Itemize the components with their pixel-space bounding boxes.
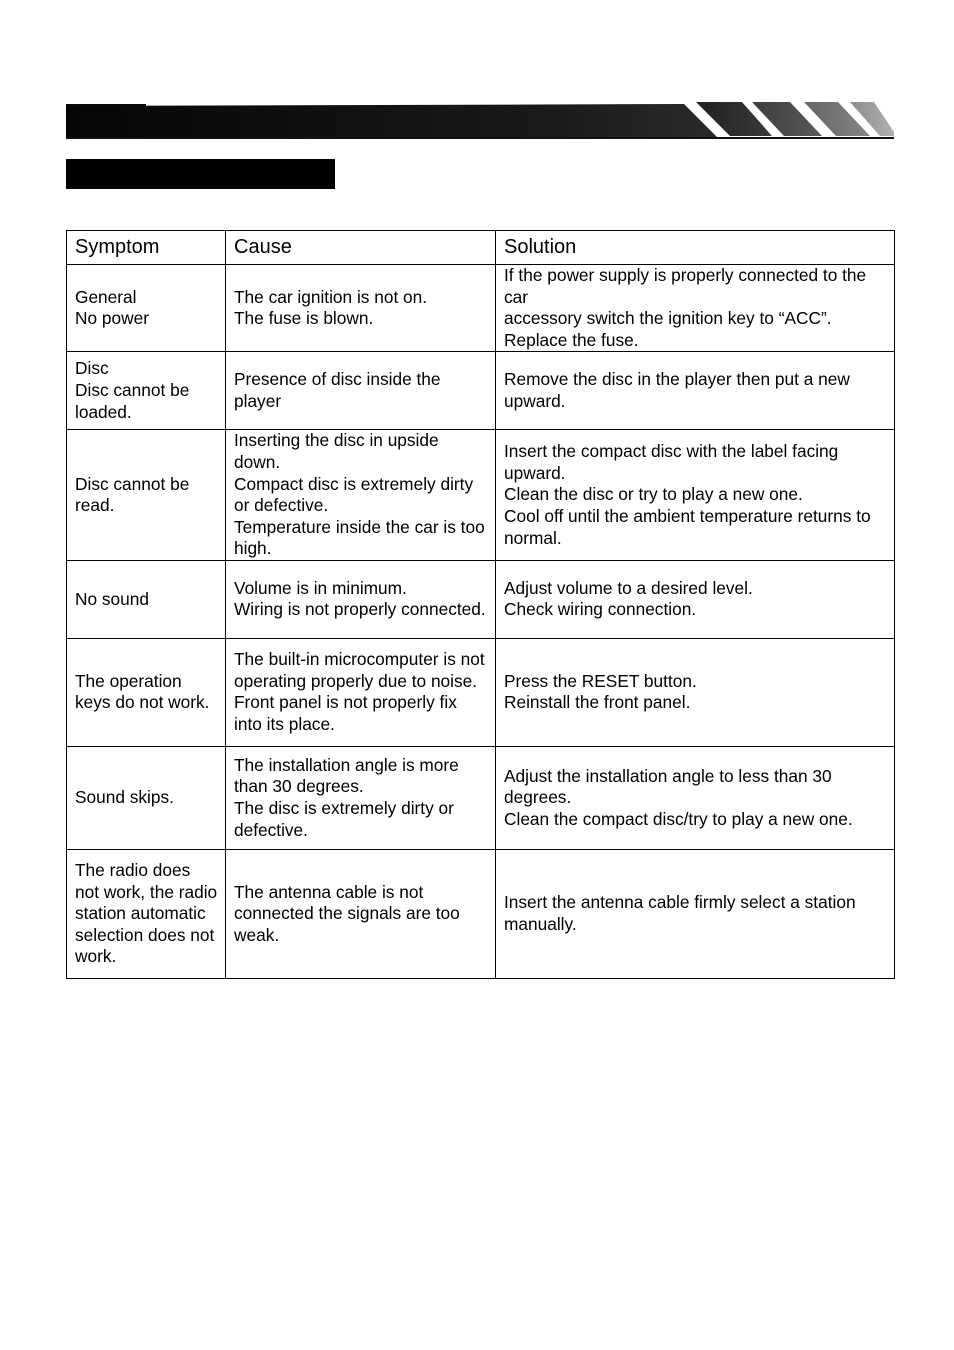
troubleshooting-table <box>66 230 895 979</box>
symptom-text: No power <box>75 308 149 329</box>
symptom-text: Sound skips. <box>75 787 174 808</box>
solution-text: Clean the disc or try to play a new one. <box>504 484 803 505</box>
table-row <box>67 430 895 561</box>
solution-text: Check wiring connection. <box>504 599 697 620</box>
symptom-cell <box>67 849 226 978</box>
cause-text: Compact disc is extremely dirty or defective. <box>234 473 474 516</box>
cause-cell <box>226 746 496 849</box>
symptom-cell <box>67 560 226 638</box>
cause-text: Volume is in minimum. <box>234 577 407 598</box>
solution-text: Replace the fuse. <box>504 329 639 350</box>
symptom-text: The operation keys do not work. <box>75 670 210 713</box>
symptom-text: General <box>75 286 137 307</box>
table-header-row <box>67 231 895 265</box>
cause-text: The installation angle is more than 30 degrees. <box>234 754 459 797</box>
cause-cell <box>226 430 496 561</box>
solution-text: If the power supply is properly connected to the car <box>504 265 867 307</box>
symptom-cell <box>67 265 226 352</box>
solution-cell <box>496 560 895 638</box>
cause-text: The built-in microcomputer is not operating properly due to noise. <box>234 649 485 691</box>
cause-text: The car ignition is not on. <box>234 286 428 307</box>
symptom-cell <box>67 352 226 430</box>
symptom-text: Disc cannot be read. <box>75 473 190 516</box>
section-title-bar <box>66 159 335 189</box>
symptom-text: Disc <box>75 358 109 379</box>
solution-text: Cool off until the ambient temperature returns to <box>504 505 871 526</box>
solution-text: Remove the disc in the player then put a new upward. <box>504 369 850 411</box>
solution-text: Adjust volume to a desired level. <box>504 577 753 598</box>
header-banner <box>66 100 894 142</box>
cause-cell <box>226 265 496 352</box>
cause-text: The fuse is blown. <box>234 308 374 329</box>
solution-cell <box>496 746 895 849</box>
solution-text: Clean the compact disc/try to play a new one. <box>504 808 853 829</box>
symptom-cell <box>67 430 226 561</box>
header-solution: Solution <box>496 231 895 265</box>
symptom-text: No sound <box>75 588 149 609</box>
solution-cell <box>496 430 895 561</box>
symptom-cell <box>67 638 226 746</box>
cause-cell <box>226 849 496 978</box>
table-row <box>67 638 895 746</box>
symptom-text: The radio does not work, the radio station automatic selection does not work. <box>75 859 218 967</box>
symptom-text: Disc cannot be loaded. <box>75 380 190 422</box>
solution-text: Press the RESET button. <box>504 670 697 691</box>
header-symptom: Symptom <box>67 231 226 265</box>
solution-text: Reinstall the front panel. <box>504 692 691 713</box>
header-cause: Cause <box>226 231 496 265</box>
solution-cell <box>496 638 895 746</box>
table-row <box>67 849 895 978</box>
symptom-cell <box>67 746 226 849</box>
cause-text: The disc is extremely dirty or defective. <box>234 797 454 840</box>
cause-text: Front panel is not properly fix into its place. <box>234 692 457 735</box>
cause-cell <box>226 638 496 746</box>
solution-text: normal. <box>504 527 562 548</box>
table-row <box>67 560 895 638</box>
cause-text: Temperature inside the car is too high. <box>234 516 485 559</box>
solution-cell <box>496 849 895 978</box>
solution-text: Insert the compact disc with the label facing upward. <box>504 441 839 483</box>
cause-text: Presence of disc inside the player <box>234 369 441 411</box>
table-row <box>67 352 895 430</box>
cause-text: The antenna cable is not connected the signals are too weak. <box>234 881 460 945</box>
table-row <box>67 746 895 849</box>
solution-text: Insert the antenna cable firmly select a station manually. <box>504 892 856 934</box>
solution-cell <box>496 265 895 352</box>
solution-cell <box>496 352 895 430</box>
solution-text: accessory switch the ignition key to “ACC”. <box>504 308 832 329</box>
cause-cell <box>226 352 496 430</box>
solution-text: Adjust the installation angle to less than 30 degrees. <box>504 765 832 808</box>
cause-cell <box>226 560 496 638</box>
cause-text: Wiring is not properly connected. <box>234 599 486 620</box>
table-row <box>67 265 895 352</box>
cause-text: Inserting the disc in upside down. <box>234 430 439 472</box>
